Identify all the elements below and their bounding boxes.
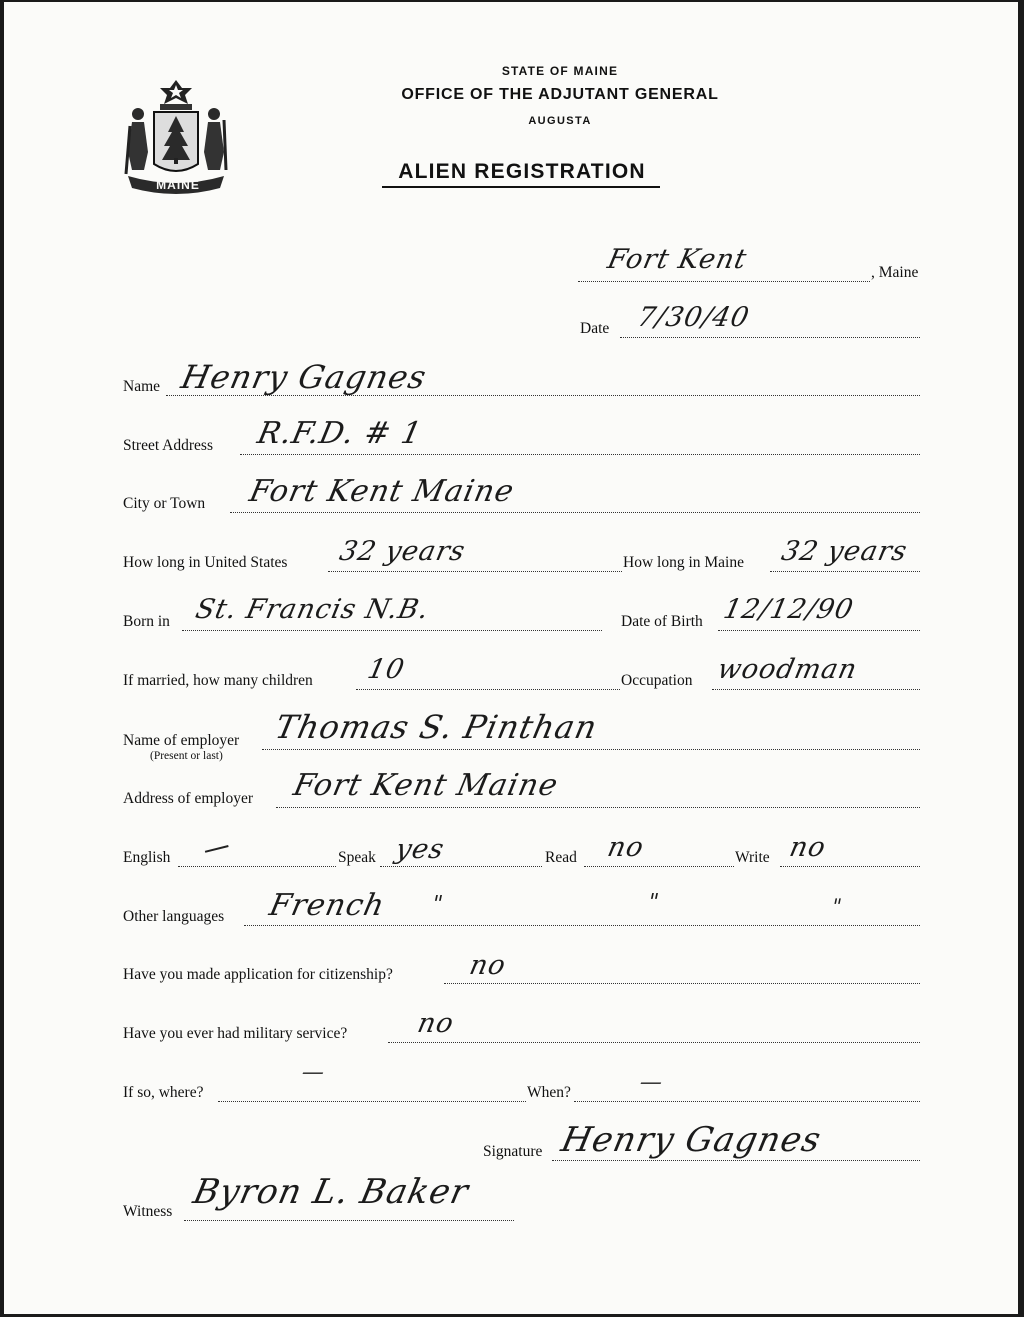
name-value: Henry Gagnes bbox=[177, 358, 431, 396]
city-label: City or Town bbox=[123, 495, 206, 512]
employer-address-line bbox=[276, 807, 920, 808]
read-line bbox=[584, 866, 734, 867]
dob-label: Date of Birth bbox=[621, 613, 703, 630]
where-value: — bbox=[299, 1060, 328, 1085]
when-line bbox=[574, 1101, 920, 1102]
speak-line bbox=[380, 866, 542, 867]
born-label: Born in bbox=[123, 613, 170, 630]
employer-address-value: Fort Kent Maine bbox=[290, 768, 562, 803]
date-label: Date bbox=[580, 320, 610, 337]
place-value: Fort Kent bbox=[604, 244, 750, 275]
office-heading: OFFICE OF THE ADJUTANT GENERAL bbox=[401, 86, 719, 103]
place-suffix: , Maine bbox=[871, 264, 919, 281]
seal-banner-text: MAINE bbox=[156, 178, 200, 192]
occupation-line bbox=[712, 689, 920, 690]
ditto-mark-speak: " bbox=[429, 892, 446, 917]
write-value: no bbox=[786, 832, 829, 863]
title-underline bbox=[382, 186, 660, 188]
years-us-line bbox=[328, 571, 622, 572]
children-label: If married, how many children bbox=[123, 672, 313, 689]
years-maine-line bbox=[770, 571, 920, 572]
signature-label: Signature bbox=[483, 1143, 543, 1160]
where-label: If so, where? bbox=[123, 1084, 204, 1101]
street-value: R.F.D. # 1 bbox=[254, 416, 426, 451]
registration-form bbox=[4, 2, 1018, 1314]
employer-sublabel: (Present or last) bbox=[150, 750, 223, 762]
speak-label: Speak bbox=[338, 849, 376, 866]
other-languages-value: French bbox=[266, 888, 389, 923]
name-label: Name bbox=[123, 378, 161, 395]
write-line bbox=[780, 866, 920, 867]
occupation-value: woodman bbox=[714, 654, 861, 685]
when-label: When? bbox=[527, 1084, 571, 1101]
form-title: ALIEN REGISTRATION bbox=[398, 160, 646, 183]
date-line bbox=[620, 337, 920, 338]
citizenship-line bbox=[444, 983, 920, 984]
citizenship-value: no bbox=[466, 950, 509, 981]
born-value: St. Francis N.B. bbox=[192, 594, 433, 625]
write-label: Write bbox=[735, 849, 770, 866]
employer-line bbox=[262, 749, 920, 750]
other-languages-label: Other languages bbox=[123, 908, 225, 925]
years-maine-label: How long in Maine bbox=[623, 554, 744, 571]
years-us-value: 32 years bbox=[336, 536, 469, 567]
read-value: no bbox=[604, 832, 647, 863]
speak-value: yes bbox=[392, 834, 448, 865]
english-line bbox=[178, 866, 336, 867]
dob-value: 12/12/90 bbox=[720, 594, 857, 625]
where-line bbox=[218, 1101, 526, 1102]
city-value: Fort Kent Maine bbox=[246, 474, 518, 509]
witness-label: Witness bbox=[123, 1203, 173, 1220]
signature-value: Henry Gagnes bbox=[557, 1120, 825, 1160]
employer-address-label: Address of employer bbox=[123, 790, 253, 807]
witness-line bbox=[184, 1220, 514, 1221]
date-value: 7/30/40 bbox=[634, 302, 753, 333]
signature-line bbox=[552, 1160, 920, 1161]
children-line bbox=[356, 689, 620, 690]
citizenship-label: Have you made application for citizenship? bbox=[123, 966, 393, 983]
place-line bbox=[578, 281, 870, 282]
city-heading: AUGUSTA bbox=[528, 115, 592, 127]
occupation-label: Occupation bbox=[621, 672, 693, 689]
other-languages-line bbox=[244, 925, 920, 926]
ditto-mark-write: " bbox=[829, 894, 845, 918]
military-label: Have you ever had military service? bbox=[123, 1025, 348, 1042]
military-line bbox=[388, 1042, 920, 1043]
military-value: no bbox=[414, 1008, 457, 1039]
state-heading: STATE OF MAINE bbox=[501, 64, 619, 78]
street-line bbox=[240, 454, 920, 455]
city-line bbox=[230, 512, 920, 513]
ditto-mark-read: " bbox=[645, 890, 662, 915]
street-label: Street Address bbox=[123, 437, 213, 454]
children-value: 10 bbox=[364, 654, 408, 685]
when-value: — bbox=[637, 1070, 666, 1095]
employer-value: Thomas S. Pinthan bbox=[271, 708, 601, 746]
years-us-label: How long in United States bbox=[123, 554, 288, 571]
born-line bbox=[182, 630, 602, 631]
years-maine-value: 32 years bbox=[778, 536, 911, 567]
read-label: Read bbox=[545, 849, 577, 866]
dob-line bbox=[718, 630, 920, 631]
employer-label: Name of employer bbox=[123, 732, 240, 749]
english-label: English bbox=[123, 849, 171, 866]
witness-value: Byron L. Baker bbox=[189, 1172, 473, 1212]
